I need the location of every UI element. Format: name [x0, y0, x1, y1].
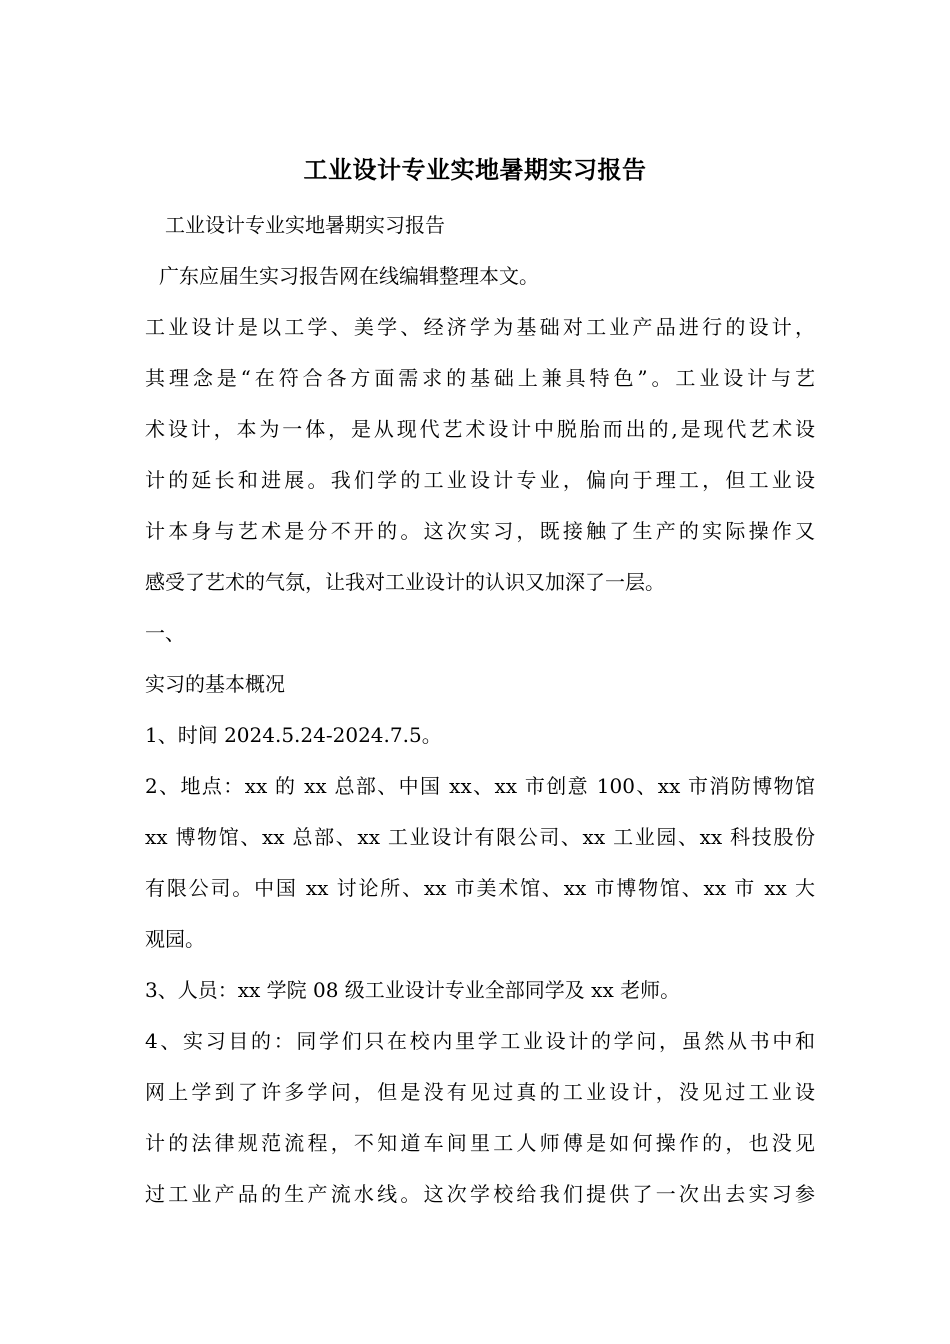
paragraph-line: 其理念是“在符合各方面需求的基础上兼具特色”。工业设计与艺 [145, 366, 815, 390]
paragraph-line: 计的法律规范流程，不知道车间里工人师傅是如何操作的，也没见 [145, 1131, 815, 1155]
paragraph-line: 感受了艺术的气氛，让我对工业设计的认识又加深了一层。 [145, 570, 665, 594]
document-title: 工业设计专业实地暑期实习报告 [303, 155, 647, 184]
paragraph-line: 1、时间 2024.5.24-2024.7.5。 [145, 723, 442, 747]
paragraph-line: 观园。 [145, 927, 205, 951]
paragraph-line: 有限公司。中国 xx 讨论所、xx 市美术馆、xx 市博物馆、xx 市 xx 大 [145, 876, 815, 900]
section-number: 一、 [145, 621, 185, 645]
paragraph-line: 广东应届生实习报告网在线编辑整理本文。 [159, 264, 539, 288]
paragraph-line: 4、实习目的：同学们只在校内里学工业设计的学问，虽然从书中和 [145, 1029, 815, 1053]
paragraph-line: 计的延长和进展。我们学的工业设计专业，偏向于理工，但工业设 [145, 468, 815, 492]
section-heading: 实习的基本概况 [145, 672, 285, 696]
paragraph-line: 过工业产品的生产流水线。这次学校给我们提供了一次出去实习参 [145, 1182, 815, 1206]
paragraph-line: xx 博物馆、xx 总部、xx 工业设计有限公司、xx 工业园、xx 科技股份 [145, 825, 815, 849]
paragraph-line: 工业设计是以工学、美学、经济学为基础对工业产品进行的设计， [145, 315, 815, 339]
paragraph-line: 工业设计专业实地暑期实习报告 [165, 213, 445, 237]
paragraph-line: 3、人员：xx 学院 08 级工业设计专业全部同学及 xx 老师。 [145, 978, 681, 1002]
paragraph-line: 网上学到了许多学问，但是没有见过真的工业设计，没见过工业设 [145, 1080, 815, 1104]
paragraph-line: 术设计，本为一体，是从现代艺术设计中脱胎而出的,是现代艺术设 [145, 417, 815, 441]
paragraph-line: 计本身与艺术是分不开的。这次实习，既接触了生产的实际操作又 [145, 519, 815, 543]
paragraph-line: 2、地点：xx 的 xx 总部、中国 xx、xx 市创意 100、xx 市消防博物馆 [145, 774, 815, 798]
document-body [145, 200, 815, 1220]
